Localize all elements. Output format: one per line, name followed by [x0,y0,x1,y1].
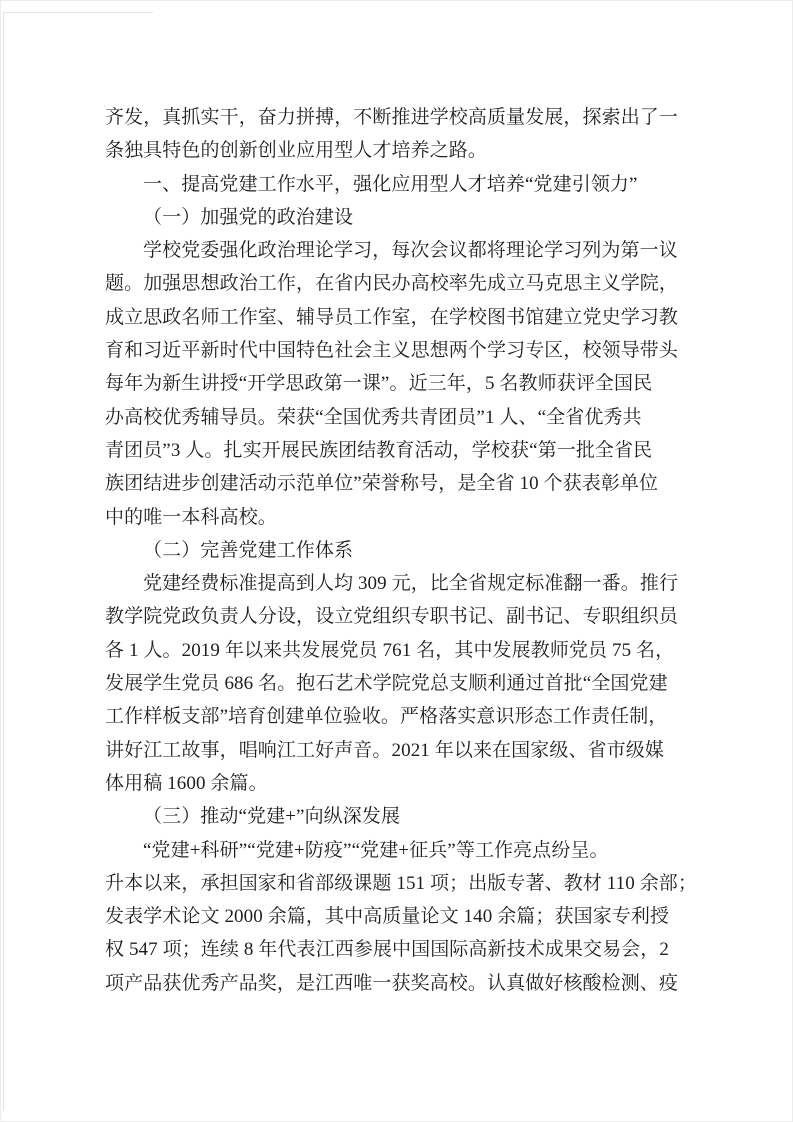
text-line: 发展学生党员 686 名。抱石艺术学院党总支顺利通过首批“全国党建 [105,673,668,695]
text-line: 工作样板支部”培育创建单位验收。严格落实意识形态工作责任制， [105,706,668,728]
text-line: 族团结进步创建活动示范单位”荣誉称号，是全省 10 个获表彰单位 [105,473,659,495]
text-line: 每年为新生讲授“开学思政第一课”。近三年，5 名教师获评全国民 [105,373,653,395]
text-line: 党建经费标准提高到人均 309 元，比全省规定标准翻一番。推行 [143,573,679,595]
text-line: 教学院党政负责人分设，设立党组织专职书记、副书记、专职组织员 [105,606,679,628]
text-line: “党建+科研”“党建+防疫”“党建+征兵”等工作亮点纷呈。 [143,839,609,861]
text-line: 齐发，真抓实干，奋力拼搏，不断推进学校高质量发展，探索出了一 [105,107,679,128]
text-line: 育和习近平新时代中国特色社会主义思想两个学习专区，校领导带头 [105,340,679,362]
text-line: 各 1 人。2019 年以来共发展党员 761 名，其中发展教师党员 75 名， [105,639,675,661]
text-line: 中的唯一本科高校。 [105,506,277,528]
text-line: 权 547 项；连续 8 年代表江西参展中国国际高新技术成果交易会，2 [105,939,670,961]
scan-artifact-left-edge [3,11,4,1111]
text-line: 成立思政名师工作室、辅导员工作室，在学校图书馆建立党史学习教 [105,306,679,328]
document-body [105,101,697,1000]
subsection-heading: （二）完善党建工作体系 [143,539,354,561]
subsection-heading: （一）加强党的政治建设 [143,206,354,228]
subsection-heading: （三）推动“党建+”向纵深发展 [143,806,401,828]
text-line: 题。加强思想政治工作，在省内民办高校率先成立马克思主义学院， [105,273,679,295]
text-line: 条独具特色的创新创业应用型人才培养之路。 [105,140,488,162]
text-line: 体用稿 1600 余篇。 [105,772,268,794]
text-line: 办高校优秀辅导员。荣获“全国优秀共青团员”1 人、“全省优秀共 [105,406,642,428]
scan-artifact-top-edge [3,12,153,13]
text-line: 升本以来，承担国家和省部级课题 151 项；出版专著、教材 110 余部； [105,872,697,894]
text-line: 讲好江工故事，唱响江工好声音。2021 年以来在国家级、省市级媒 [105,739,664,761]
text-line: 项产品获优秀产品奖，是江西唯一获奖高校。认真做好核酸检测、疫 [105,972,679,994]
section-heading: 一、提高党建工作水平，强化应用型人才培养“党建引领力” [143,173,638,195]
text-line: 发表学术论文 2000 余篇，其中高质量论文 140 余篇；获国家专利授 [105,906,670,928]
text-line: 青团员”3 人。扎实开展民族团结教育活动，学校获“第一批全省民 [105,439,653,461]
text-line: 学校党委强化政治理论学习，每次会议都将理论学习列为第一议 [143,240,678,262]
